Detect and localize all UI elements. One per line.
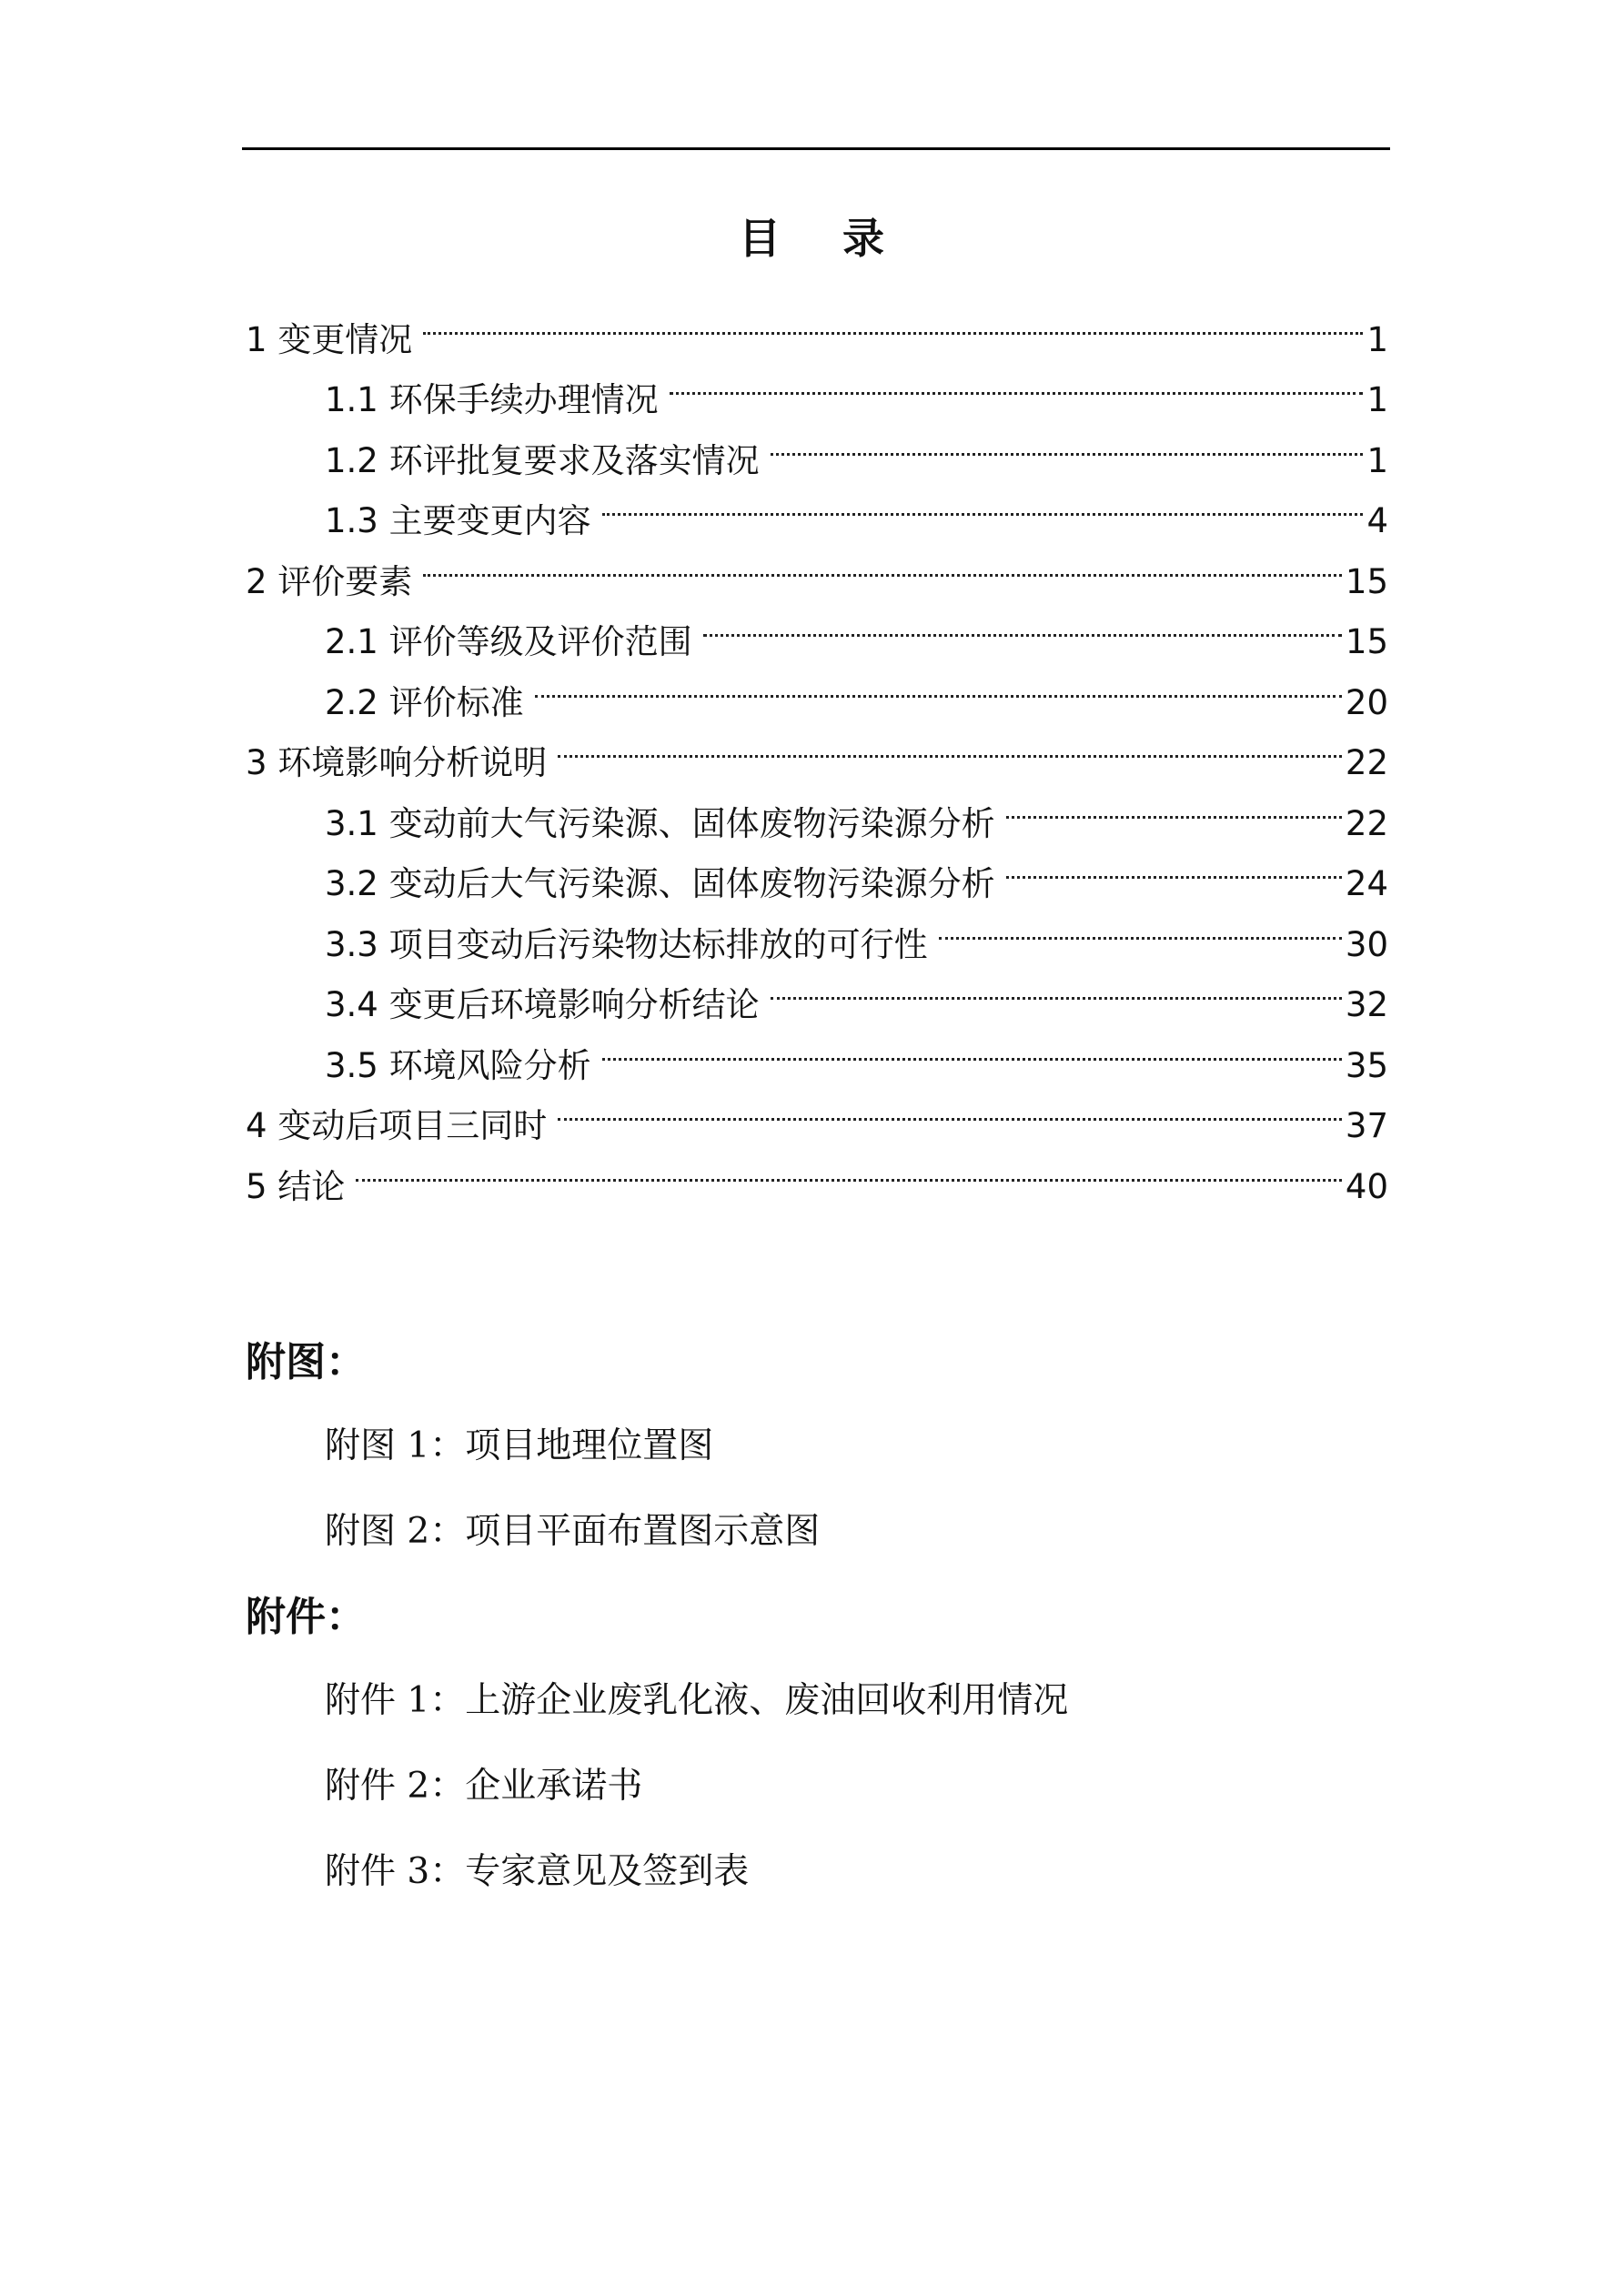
toc-title: 目 录 bbox=[738, 214, 908, 263]
toc-leader-dots bbox=[703, 593, 1342, 654]
toc-leader-dots bbox=[602, 472, 1364, 533]
toc-entry-page: 15 bbox=[1345, 561, 1388, 601]
toc-entry-page: 24 bbox=[1345, 864, 1388, 903]
toc-entry-page: 30 bbox=[1345, 924, 1388, 964]
toc-leader-dots bbox=[558, 1077, 1342, 1138]
toc-entry-page: 4 bbox=[1366, 501, 1388, 540]
figures-heading: 附图： bbox=[246, 1339, 366, 1385]
toc-leader-dots bbox=[423, 290, 1363, 351]
toc-entry-page: 40 bbox=[1345, 1166, 1388, 1206]
toc-leader-dots bbox=[423, 532, 1342, 593]
figure-item: 附图 2：项目平面布置图示意图 bbox=[325, 1511, 821, 1552]
toc-leader-dots bbox=[771, 411, 1364, 472]
toc-entry-page: 20 bbox=[1345, 682, 1388, 722]
toc-entry-page: 1 bbox=[1366, 380, 1388, 419]
toc-leader-dots bbox=[535, 653, 1342, 714]
toc-entry-title: 2 评价要素 bbox=[246, 561, 413, 601]
toc-entry-title: 3 环境影响分析说明 bbox=[246, 743, 548, 782]
toc-entry-page: 35 bbox=[1345, 1045, 1388, 1085]
toc-entry-page: 1 bbox=[1366, 319, 1388, 359]
toc-leader-dots bbox=[356, 1137, 1342, 1198]
toc-entry-page: 32 bbox=[1345, 985, 1388, 1024]
toc-entry-title: 5 结论 bbox=[246, 1166, 346, 1206]
attachment-item: 附件 3：专家意见及签到表 bbox=[325, 1851, 750, 1892]
toc-entry-page: 22 bbox=[1345, 743, 1388, 782]
header-rule bbox=[242, 147, 1390, 150]
toc-leader-dots bbox=[602, 1016, 1342, 1077]
table-of-contents bbox=[246, 290, 1388, 1206]
toc-entry-title: 3.2 变动后大气污染源、固体废物污染源分析 bbox=[325, 864, 995, 903]
toc-entry-page: 37 bbox=[1345, 1106, 1388, 1145]
toc-entry-page: 15 bbox=[1345, 622, 1388, 661]
attachments-heading: 附件： bbox=[246, 1594, 366, 1640]
toc-entry-title: 2.2 评价标准 bbox=[325, 682, 524, 722]
toc-entry-page: 22 bbox=[1345, 803, 1388, 843]
attachment-item: 附件 2：企业承诺书 bbox=[325, 1766, 643, 1807]
toc-entry-page: 1 bbox=[1366, 440, 1388, 480]
toc-leader-dots bbox=[1006, 835, 1342, 896]
toc-entry-title: 4 变动后项目三同时 bbox=[246, 1106, 548, 1145]
toc-entry-title: 1.3 主要变更内容 bbox=[325, 501, 591, 540]
toc-entry-title: 3.5 环境风险分析 bbox=[325, 1045, 591, 1085]
toc-entry-title: 1.1 环保手续办理情况 bbox=[325, 380, 659, 419]
toc-entry-title: 3.1 变动前大气污染源、固体废物污染源分析 bbox=[325, 803, 995, 843]
toc-entry[interactable] bbox=[246, 1137, 1388, 1206]
toc-entry-title: 1.2 环评批复要求及落实情况 bbox=[325, 440, 760, 480]
figure-item: 附图 1：项目地理位置图 bbox=[325, 1425, 714, 1466]
toc-leader-dots bbox=[558, 714, 1342, 775]
toc-entry[interactable] bbox=[246, 290, 1388, 359]
toc-entry-title: 2.1 评价等级及评价范围 bbox=[325, 622, 692, 661]
toc-entry-title: 3.4 变更后环境影响分析结论 bbox=[325, 985, 760, 1024]
toc-leader-dots bbox=[1006, 774, 1342, 835]
attachment-item: 附件 1：上游企业废乳化液、废油回收利用情况 bbox=[325, 1680, 1069, 1721]
toc-entry-title: 3.3 项目变动后污染物达标排放的可行性 bbox=[325, 924, 928, 964]
toc-leader-dots bbox=[939, 895, 1342, 956]
toc-leader-dots bbox=[670, 351, 1364, 412]
toc-entry-title: 1 变更情况 bbox=[246, 319, 413, 359]
toc-leader-dots bbox=[771, 956, 1342, 1017]
